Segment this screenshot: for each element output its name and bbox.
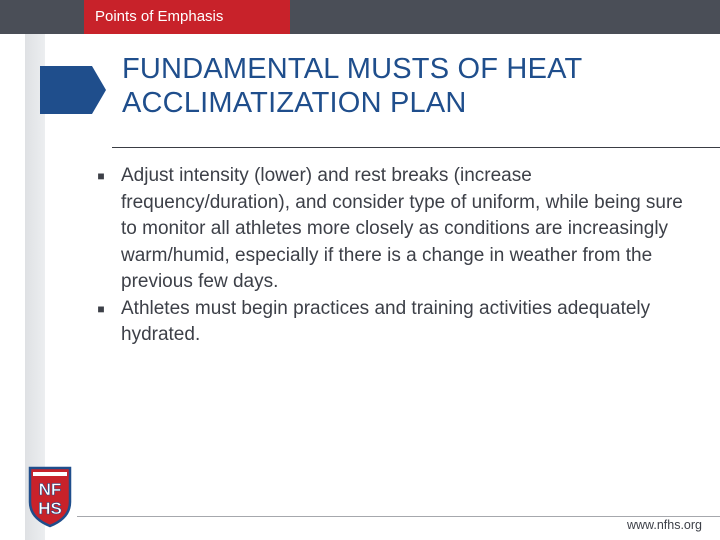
svg-text:NF: NF [38,480,62,499]
bullet-text: Athletes must begin practices and training activities adequately hydrated. [121,297,651,345]
section-tab [84,0,290,34]
bullet-text: Adjust intensity (lower) and rest breaks (increase frequency/duration), and consider type of uniform, while being sure to monitor all athletes more closely as conditions are increasingly warm/humid, especially if there is a change in weather from the previous few days. [121,165,683,292]
footer-url-link[interactable]: www.nfhs.org [626,518,702,532]
list-item [92,163,702,296]
nfhs-shield-logo [27,466,73,528]
square-bullet-icon: ■ [97,301,105,316]
title-divider [112,147,720,148]
svg-text:HS: HS [38,499,62,518]
arrow-tag-icon [40,66,106,114]
bullet-list [92,163,702,349]
list-item [92,296,702,349]
slide-title: FUNDAMENTAL MUSTS OF HEAT ACCLIMATIZATION PLAN [122,53,582,119]
footer-rule [77,516,720,517]
square-bullet-icon: ■ [97,169,105,183]
section-label: Points of Emphasis [95,8,224,25]
